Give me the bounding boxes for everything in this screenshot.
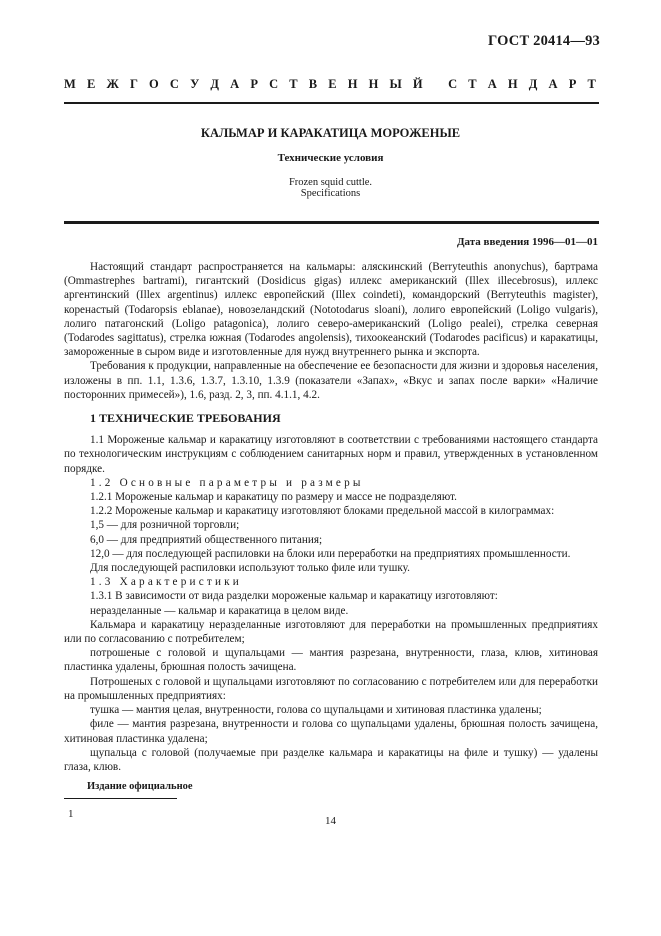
- paragraph: 1.2.2 Мороженые кальмар и каракатицу изготовляют блоками предельной массой в килограммах:: [90, 505, 555, 518]
- paragraph: Требования к продукции, направленные на обеспечение ее безопасности для жизни и здоровья населения, изложены в пп. 1.1, 1.3.6, 1.3.7, 1.3.10, 1.3.9 (показатели «Запах», «Вкус и запах после варки» «Наличие посторонних примесей»), 1.6, разд. 2, 3, пп. 4.1.1, 4.2.: [64, 360, 598, 401]
- standard-code: ГОСТ 20414—93: [488, 33, 600, 49]
- heading-letter: В: [308, 77, 318, 91]
- heading-letter: Д: [528, 77, 538, 91]
- heading-letter: Т: [468, 77, 477, 91]
- document-body: [64, 260, 598, 774]
- standard-type-heading: [64, 77, 596, 92]
- heading-letter: Й: [412, 77, 423, 91]
- english-title-line2: Specifications: [300, 188, 361, 199]
- introduction-date: Дата введения 1996—01—01: [456, 236, 598, 248]
- paragraph: Для последующей распиловки используют только филе или тушку.: [90, 562, 410, 575]
- subsection-heading: 1.3 Характеристики: [90, 576, 242, 589]
- paragraph: щупальца с головой (получаемые при разделке кальмара и каракатицы на филе и тушку) — удалены глаза, клюв.: [64, 746, 598, 773]
- list-item: 6,0 — для предприятий общественного питания;: [90, 533, 323, 546]
- paragraph: филе — мантия разрезана, внутренности и голова со щупальцами удалены, брюшная полость зачищена, хитиновая пластинка удалена;: [64, 718, 598, 745]
- heading-letter: Ж: [106, 77, 119, 91]
- heading-letter: А: [230, 77, 240, 91]
- heading-letter: Е: [328, 77, 337, 91]
- document-title: КАЛЬМАР И КАРАКАТИЦА МОРОЖЕНЫЕ: [200, 126, 461, 140]
- heading-letter: М: [64, 77, 76, 91]
- paragraph: 1.1 Мороженые кальмар и каракатицу изготовляют в соответствии с требованиями настоящего стандарта по технологическим инструкциям с соблюдением санитарных норм и правил, утвержденных в установленном порядке.: [64, 434, 598, 475]
- heading-letter: Н: [347, 77, 358, 91]
- paragraph: Потрошеных с головой и щупальцами изготовляют по согласованию с потребителем или для переработки на промышленных предприятиях:: [64, 675, 598, 702]
- english-title-line1: Frozen squid cuttle.: [288, 177, 373, 188]
- heading-letter: А: [487, 77, 497, 91]
- list-item: 12,0 — для последующей распиловки на блоки или переработки на предприятиях промышленности.: [90, 547, 571, 560]
- subsection-heading: 1.2 Основные параметры и размеры: [90, 476, 364, 489]
- heading-letter: Р: [250, 77, 258, 91]
- header-rule: [64, 102, 599, 104]
- paragraph: Кальмара и каракатицу неразделанные изготовляют для переработки на промышленных предприятиях или по согласованию с потребителем;: [64, 618, 598, 646]
- heading-letter: Г: [129, 77, 138, 91]
- heading-letter: Т: [587, 77, 596, 91]
- title-rule: [64, 221, 599, 224]
- page-number: 14: [325, 815, 336, 827]
- paragraph: тушка — мантия целая, внутренности, голова со щупальцами и хитиновая пластинка удалены;: [90, 704, 542, 717]
- heading-letter: Н: [368, 77, 379, 91]
- paragraph: 1.3.1 В зависимости от вида разделки мороженые кальмар и каракатицу изготовляют:: [90, 590, 498, 603]
- sheet-mark: 1: [68, 808, 74, 820]
- heading-letter: Р: [568, 77, 577, 91]
- footer-rule: [64, 798, 177, 799]
- heading-letter: О: [149, 77, 159, 91]
- section-heading: 1 ТЕХНИЧЕСКИЕ ТРЕБОВАНИЯ: [90, 411, 281, 426]
- heading-letter: Т: [289, 77, 298, 91]
- paragraph: 1.2.1 Мороженые кальмар и каракатицу по размеру и массе не подразделяют.: [90, 491, 457, 504]
- heading-letter: А: [548, 77, 558, 91]
- heading-letter: С: [448, 77, 458, 91]
- heading-letter: Д: [210, 77, 220, 91]
- edition-label: Издание официальное: [87, 781, 193, 792]
- paragraph: неразделанные — кальмар и каракатица в целом виде.: [90, 604, 349, 617]
- list-item: 1,5 — для розничной торговли;: [90, 519, 240, 532]
- heading-letter: У: [190, 77, 200, 91]
- heading-letter: [434, 77, 437, 92]
- paragraph: потрошеные с головой и щупальцами — мантия разрезана, внутренности, глаза, клюв, хитиновая пластинка удалены, брюшная полость зачищена.: [64, 647, 598, 674]
- heading-letter: Ы: [389, 77, 402, 91]
- heading-letter: С: [169, 77, 179, 91]
- heading-letter: С: [269, 77, 279, 91]
- document-subtitle: Технические условия: [277, 152, 384, 164]
- heading-letter: Е: [86, 77, 96, 91]
- heading-letter: Н: [507, 77, 518, 91]
- paragraph: Настоящий стандарт распространяется на кальмары: аляскинский (Berryteuthis anonychus), бартрама (Ommastrephes bartrami), гигантский (Dosidicus gigas) иллекс американский (Illex illecebrosus), иллекс аргентинский (Illex argentinus) иллекс европейский (Illex coindeti), командорский (Berryteuthis magister), коренастый (Todaropsis eblanae), новозеландский (Nototodarus sloani), лолиго европейский (Loligo vulgaris), лолиго патагонский (Loligo patagonica), лолиго северо-американский (Loligo pealei), стрелка северная (Todarodes sagittatus), стрелка южная (Todarodes angolensis), тихоокеанский (Todarodes pacificus) и каракатицы, замороженные в сыром виде и изготовленные для нужд внутреннего рынка и экспорта.: [64, 261, 598, 359]
